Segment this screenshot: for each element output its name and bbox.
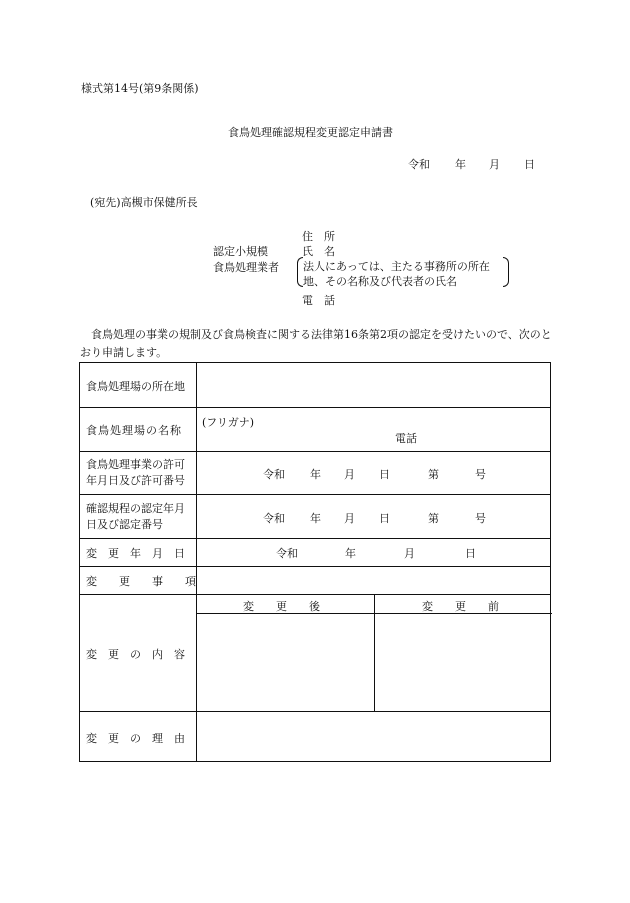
name-label: 氏 名 (302, 245, 335, 258)
applicant-role-line2: 食鳥処理業者 (213, 261, 279, 274)
facility-name-label: 食鳥処理場の名称 (86, 424, 182, 437)
cert-label: 確認規程の認定年月 日及び認定番号 (86, 502, 185, 531)
application-table: 食鳥処理場の所在地 食鳥処理場の名称 食鳥処理事業の許可 年月日及び許可番号 確認規程の認定年月 日及び認定番号 変 更 年 月 日 変 更 事 項 変 更 の 内 容 変 更 の 理 由 (フリガナ) 電話 令和 年 月 日 第 号 令和 年 月 日 第 号 令和 年 月 日 変 更 後 変 更 前 (79, 362, 551, 762)
addressee: (宛先)高槻市保健所長 (90, 196, 198, 209)
change-content-label: 変 更 の 内 容 (86, 648, 185, 661)
date-era: 令和 (408, 158, 430, 171)
facility-phone-label: 電話 (395, 432, 417, 445)
date-year: 年 (455, 158, 466, 171)
change-date-label: 変 更 年 月 日 (86, 547, 185, 560)
change-reason-label: 変 更 の 理 由 (86, 732, 185, 745)
bracket-left (297, 257, 303, 287)
bracket-right (503, 257, 509, 287)
phone-label: 電 話 (302, 294, 335, 307)
location-label: 食鳥処理場の所在地 (86, 380, 185, 393)
date-month: 月 (489, 158, 500, 171)
corp-note-line2: 地、その名称及び代表者の氏名 (303, 275, 457, 288)
before-change-header: 変 更 前 (422, 600, 499, 613)
furigana-label: (フリガナ) (202, 416, 255, 429)
applicant-role-line1: 認定小規模 (213, 245, 268, 258)
document-title: 食鳥処理確認規程変更認定申請書 (228, 126, 393, 139)
corp-note-line1: 法人にあっては、主たる事務所の所在 (303, 260, 490, 273)
application-date (0, 156, 630, 170)
address-label: 住 所 (302, 230, 335, 243)
intro-text: 食鳥処理の事業の規制及び食鳥検査に関する法律第16条第2項の認定を受けたいので、次のとおり申請します。 (80, 328, 552, 359)
permit-label: 食鳥処理事業の許可 年月日及び許可番号 (86, 458, 185, 487)
date-day: 日 (524, 158, 535, 171)
change-item-label: 変 更 事 項 (86, 575, 196, 588)
form-number: 様式第14号(第9条関係) (81, 82, 199, 95)
after-change-header: 変 更 後 (243, 600, 320, 613)
